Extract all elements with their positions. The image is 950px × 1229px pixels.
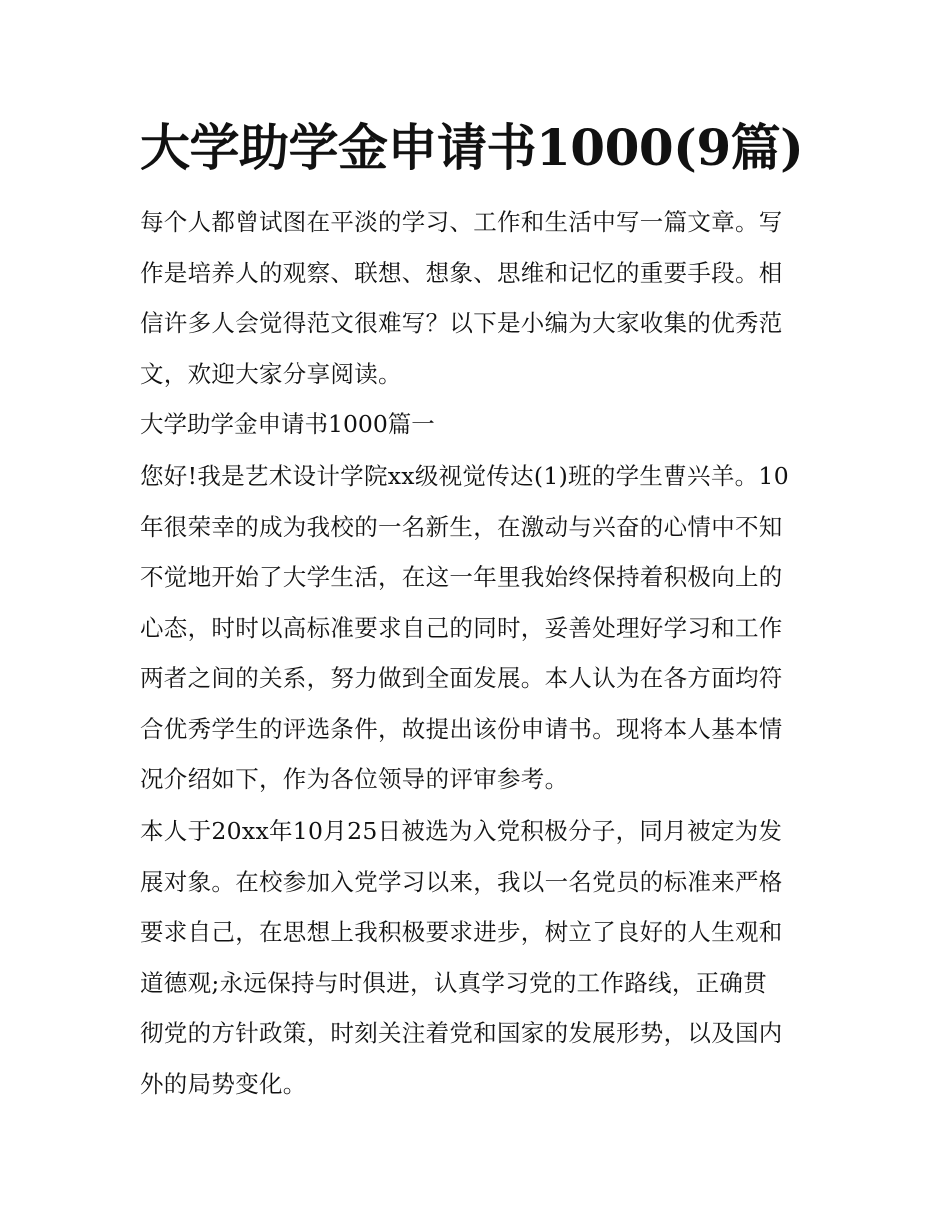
text-line: 外的局势变化。 xyxy=(140,1069,307,1098)
text-line: 道德观;永远保持与时俱进，认真学习党的工作路线，正确贯 xyxy=(140,968,768,997)
text-line: 两者之间的关系，努力做到全面发展。本人认为在各方面均符 xyxy=(140,664,783,692)
section-heading: 大学助学金申请书1000篇一 xyxy=(140,410,435,438)
text-line: 文，欢迎大家分享阅读。 xyxy=(140,359,402,388)
text-line: 不觉地开始了大学生活，在这一年里我始终保持着积极向上的 xyxy=(140,563,783,591)
text-line: 作是培养人的观察、联想、想象、思维和记忆的重要手段。相 xyxy=(140,258,783,287)
text-line: 信许多人会觉得范文很难写？以下是小编为大家收集的优秀范 xyxy=(140,309,783,337)
document-title: 大学助学金申请书1000(9篇) xyxy=(140,118,804,177)
text-line: 本人于20xx年10月25日被选为入党积极分子，同月被定为发 xyxy=(140,817,783,845)
text-line: 要求自己，在思想上我积极要求进步，树立了良好的人生观和 xyxy=(140,918,783,946)
text-line: 展对象。在校参加入党学习以来，我以一名党员的标准来严格 xyxy=(140,867,783,896)
intro-paragraph xyxy=(140,197,820,399)
text-line: 心态，时时以高标准要求自己的同时，妥善处理好学习和工作 xyxy=(140,613,783,642)
text-line: 每个人都曾试图在平淡的学习、工作和生活中写一篇文章。写 xyxy=(140,208,783,236)
paragraph-1 xyxy=(140,451,820,805)
text-line: 合优秀学生的评选条件，故提出该份申请书。现将本人基本情 xyxy=(140,714,783,743)
section-heading-block xyxy=(140,399,820,450)
text-line: 彻党的方针政策，时刻关注着党和国家的发展形势，以及国内 xyxy=(140,1019,783,1047)
text-line: 您好!我是艺术设计学院xx级视觉传达(1)班的学生曹兴羊。10 xyxy=(140,462,789,490)
text-line: 况介绍如下，作为各位领导的评审参考。 xyxy=(140,765,569,793)
text-line: 年很荣幸的成为我校的一名新生，在激动与兴奋的心情中不知 xyxy=(140,512,783,541)
paragraph-2 xyxy=(140,806,820,1109)
